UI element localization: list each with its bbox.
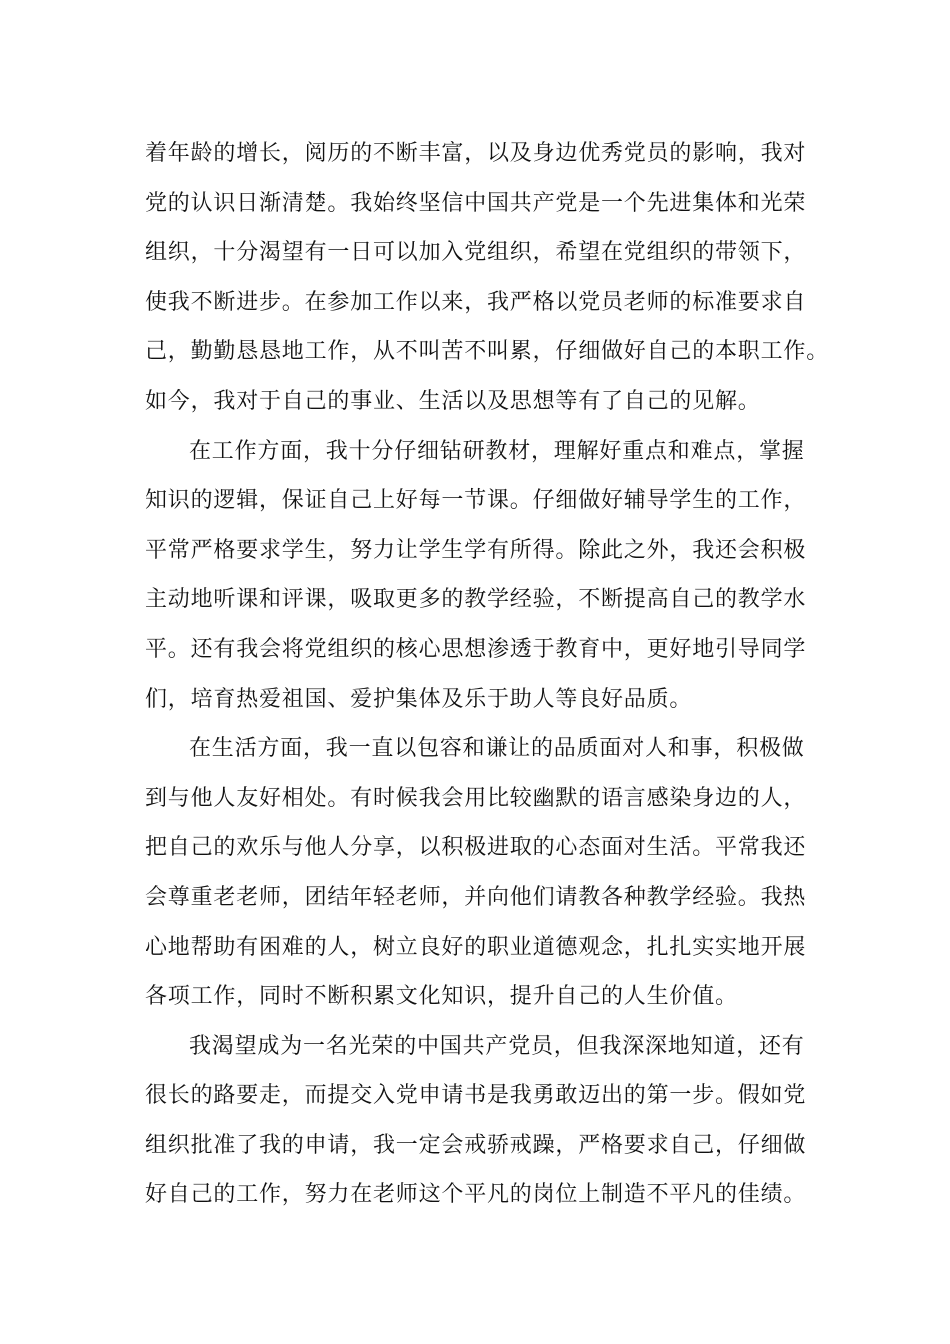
paragraph-1 [145,129,830,427]
text-line: 好自己的工作，努力在老师这个平凡的岗位上制造不平凡的佳绩。 [145,1182,807,1208]
text-line: 着年龄的增长，阅历的不断丰富，以及身边优秀党员的影响，我对 [145,141,807,166]
document-body [145,129,830,1220]
text-line: 会尊重老老师，团结年轻老师，并向他们请教各种教学经验。我热 [145,884,807,910]
text-line: 在生活方面，我一直以包容和谦让的品质面对人和事，积极做 [189,736,805,762]
text-line: 心地帮助有困难的人，树立良好的职业道德观念，扎扎实实地开展 [145,934,807,960]
text-line: 平。还有我会将党组织的核心思想渗透于教育中，更好地引导同学 [145,636,807,662]
text-line: 在工作方面，我十分仔细钻研教材，理解好重点和难点，掌握 [189,438,805,464]
text-line: 党的认识日渐清楚。我始终坚信中国共产党是一个先进集体和光荣 [145,190,807,216]
text-line: 如今，我对于自己的事业、生活以及思想等有了自己的见解。 [145,388,761,414]
paragraph-2 [145,427,815,725]
text-line: 组织批准了我的申请，我一定会戒骄戒躁，严格要求自己，仔细做 [145,1132,807,1158]
text-line: 到与他人友好相处。有时候我会用比较幽默的语言感染身边的人， [145,785,807,811]
text-line: 知识的逻辑，保证自己上好每一节课。仔细做好辅导学生的工作， [145,488,807,514]
text-line: 把自己的欢乐与他人分享，以积极进取的心态面对生活。平常我还 [145,835,807,861]
text-line: 使我不断进步。在参加工作以来，我严格以党员老师的标准要求自 [145,289,807,315]
text-line: 各项工作，同时不断积累文化知识，提升自己的人生价值。 [145,984,738,1010]
paragraph-3 [145,724,815,1022]
text-line: 己，勤勤恳恳地工作，从不叫苦不叫累，仔细做好自己的本职工作。 [145,339,830,365]
text-line: 主动地听课和评课，吸取更多的教学经验，不断提高自己的教学水 [145,587,807,613]
text-line: 组织，十分渴望有一日可以加入党组织，希望在党组织的带领下， [145,240,807,266]
text-line: 平常严格要求学生，努力让学生学有所得。除此之外，我还会积极 [145,537,807,563]
text-line: 很长的路要走，而提交入党申请书是我勇敢迈出的第一步。假如党 [145,1083,807,1109]
text-line: 我渴望成为一名光荣的中国共产党员，但我深深地知道，还有 [189,1033,805,1059]
paragraph-4 [145,1022,815,1220]
text-line: 们，培育热爱祖国、爱护集体及乐于助人等良好品质。 [145,686,693,712]
